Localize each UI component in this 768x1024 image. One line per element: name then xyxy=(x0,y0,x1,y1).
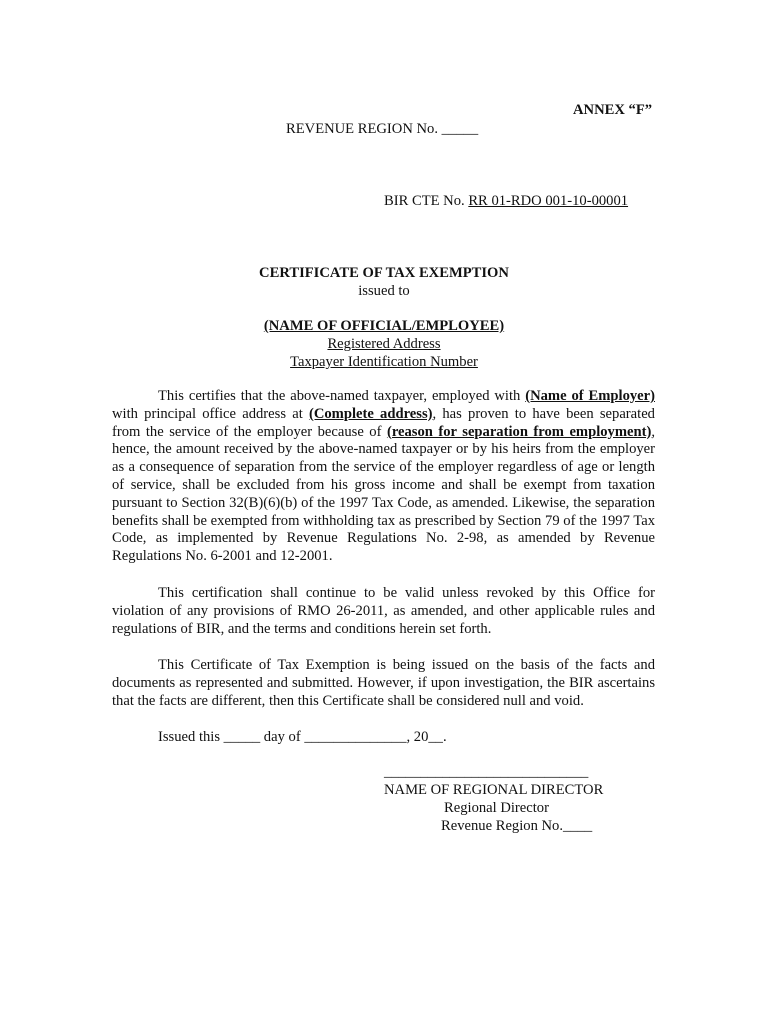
regional-director-title: Regional Director xyxy=(444,800,549,816)
bir-cte-label: BIR CTE No. xyxy=(384,193,469,209)
taxpayer-block xyxy=(200,318,568,372)
para1-text-4: , hence, the amount received by the above-named taxpayer or by his heirs from the employer as a consequence of separation from the service of the employer regardless of age or length of service, shall be excluded from his gross income and shall be exempt from taxation pursuant to Section 32(B)(6)(b) of the 1997 Tax Code, as amended. Likewise, the separation benefits shall be exempted from withholding tax as prescribed by Section 79 of the 1997 Tax Code, as implemented by Revenue Regulations No. 2-98, as amended by Revenue Regulations No. 6-2001 and 12-2001. xyxy=(112,423,655,565)
regional-director-region: Revenue Region No.____ xyxy=(441,818,593,834)
basis-paragraph xyxy=(112,657,655,710)
complete-address-placeholder: (Complete address) xyxy=(308,405,433,422)
certification-paragraph xyxy=(112,388,655,566)
para3-text: This Certificate of Tax Exemption is being issued on the basis of the facts and documents as represented and submitted. However, if upon investigation, the BIR ascertains that the facts are different, then this Certificate shall be considered null and void. xyxy=(112,657,655,709)
certificate-title: CERTIFICATE OF TAX EXEMPTION xyxy=(259,265,509,281)
bir-cte-number: RR 01-RDO 001-10-00001 xyxy=(468,193,629,209)
issued-date-line: Issued this _____ day of ______________, 20__. xyxy=(158,729,447,745)
para1-text-3: , has proven to have been separated from the service of the employer because of xyxy=(112,405,655,440)
employer-name-placeholder: (Name of Employer) xyxy=(525,388,655,404)
taxpayer-name: (NAME OF OFFICIAL/EMPLOYEE) xyxy=(263,318,505,334)
regional-director-name: NAME OF REGIONAL DIRECTOR xyxy=(384,782,604,798)
validity-paragraph xyxy=(112,585,655,638)
annex-label: ANNEX “F” xyxy=(573,102,653,118)
signature-line: ____________________________ xyxy=(384,764,589,780)
taxpayer-address: Registered Address xyxy=(327,336,441,352)
separation-reason-placeholder: (reason for separation from employment) xyxy=(386,423,652,440)
para1-text-1: This certifies that the above-named taxpayer, employed with xyxy=(158,388,526,404)
issued-to-label: issued to xyxy=(358,283,410,299)
certificate-heading xyxy=(200,265,568,301)
revenue-region-line: REVENUE REGION No. _____ xyxy=(286,121,479,137)
taxpayer-tin: Taxpayer Identification Number xyxy=(290,354,478,370)
para2-text: This certification shall continue to be valid unless revoked by this Office for violation of any provisions of RMO 26-2011, as amended, and other applicable rules and regulations of BIR, and the terms and conditions herein set forth. xyxy=(112,585,655,637)
para1-text-2: with principal office address at xyxy=(112,405,309,422)
bir-cte-line xyxy=(384,193,628,211)
